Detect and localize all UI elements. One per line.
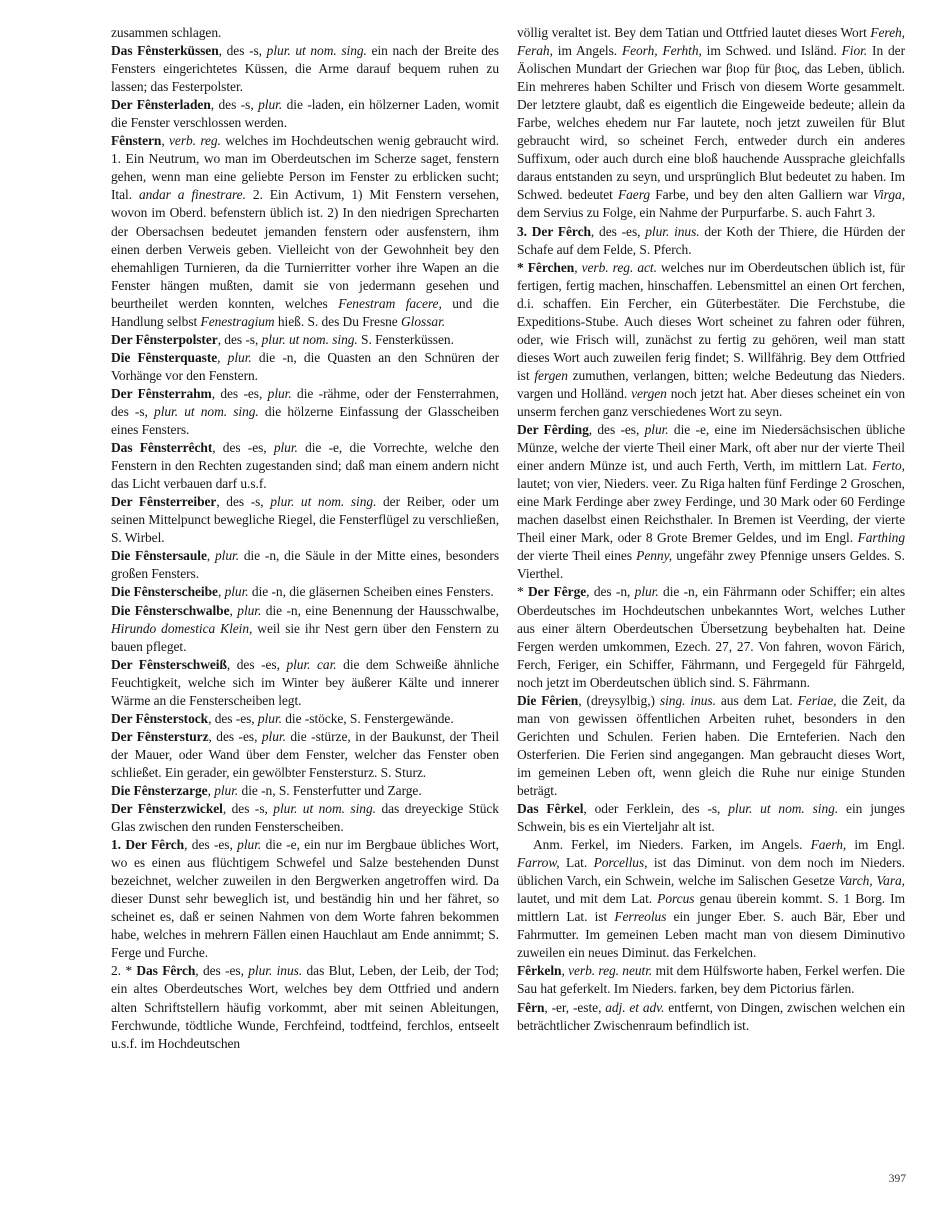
- entry-italic-text: plur. ut nom. sing.: [261, 331, 358, 347]
- entry-text: , (dreysylbig,): [578, 692, 660, 708]
- entry-text: die dem Schweiße ähnliche Feuchtigkeit, welche sich im Winter bey äußerer Kälte und innerer Wärme an die Fensterscheiben legt.: [111, 656, 499, 708]
- entry-text: ,: [161, 133, 170, 149]
- entry-italic-text: vergen: [631, 385, 667, 401]
- entry-text: , des -n,: [586, 584, 635, 600]
- entry-italic-text: verb. reg. neutr.: [568, 963, 653, 979]
- entry-text: , des -s,: [218, 43, 267, 59]
- entry-text: , des -es,: [588, 422, 645, 438]
- entry-text: ,: [207, 782, 215, 798]
- entry-text: welches nur im Oberdeutschen üblich ist, für fertigen, fertig machen, hinschaffen. Lebensmittel an einen Ort ferchen, d.i. schaffen. Ein Fercher, ein Güterbestäter. Die Ferchstube, die Expeditions-Stube. Auch dieses Wort scheinet zu fahren oder führen, oder, wie Frisch will, zunächst zu fertig zu gehören, weil man statt dieses Wort auch zuweilen ferig findet; S. Willfährig. Bey dem Ottfried ist: [517, 259, 905, 383]
- entry-text: die -n, die gläsernen Scheiben eines Fensters.: [248, 584, 494, 600]
- entry-italic-text: Ferto,: [872, 458, 905, 474]
- entry-italic-text: Porcus: [657, 891, 695, 907]
- entry-italic-text: Porcellus,: [593, 855, 648, 871]
- entry-text: die -n, die Quasten an den Schnüren der Vorhänge vor den Fenstern.: [111, 349, 500, 383]
- entry-text: ,: [561, 963, 569, 979]
- entry-headword: Fêrn: [517, 999, 545, 1015]
- entry-text: ein junger Eber. S. auch Bär, Eber und Fahrmutter. Im gemeinen Leben macht man von diesem Diminutivo zuweilen ein neues Diminut. das Ferkelchen.: [517, 909, 905, 961]
- left-column: [111, 24, 499, 1053]
- dictionary-entry: [517, 692, 905, 800]
- entry-italic-text: plur. ut nom. sing.: [273, 801, 376, 817]
- entry-text: , des -es,: [208, 710, 258, 726]
- entry-italic-text: plur.: [644, 422, 669, 438]
- dictionary-entry: [111, 385, 499, 439]
- entry-headword: Das Fêrkel: [517, 801, 584, 817]
- entry-text: ein nach der Breite des Fensters eingerichtetes Küssen, die Arme darauf bequem ruhen zu lassen; das Festerpolster.: [111, 43, 499, 95]
- entry-italic-text: verb. reg. act.: [581, 259, 657, 275]
- entry-italic-text: plur. ut nom. sing.: [728, 801, 839, 817]
- entry-text: genau überein kommt. S. 1 Borg. Im mittlern Lat. ist: [517, 891, 905, 925]
- entry-headword: Fêrkeln: [517, 963, 562, 979]
- entry-text: hieß. S. des Du Fresne: [274, 313, 402, 329]
- entry-italic-text: Feorh, Ferhth,: [621, 43, 702, 59]
- entry-text: dem Servius zu Folge, ein Nahme der Purpurfarbe. S. auch Fahrt 3.: [517, 205, 876, 221]
- entry-text: mit dem Hülfsworte haben, Ferkel werfen. Die Sau hat geferkelt. Im Nieders. farken, bey dem Pictorius färlen.: [517, 963, 905, 997]
- entry-headword: Die Fênsterschwalbe: [111, 602, 230, 618]
- entry-italic-text: plur.: [214, 548, 240, 564]
- entry-text: die -e, die Vorrechte, welche den Fenstern in den Rechten zugestanden sind; daß man einem andern nicht das Licht verbauen darf u.s.f.: [111, 440, 499, 492]
- entry-text: , oder Ferklein, des -s,: [583, 801, 729, 817]
- entry-text: , des -es,: [184, 837, 238, 853]
- entry-text: im Engl.: [846, 837, 905, 853]
- entry-headword: Der Fênsterstock: [111, 710, 209, 726]
- dictionary-entry: [111, 836, 499, 962]
- entry-text: ,: [206, 548, 215, 564]
- entry-text: ,: [217, 584, 225, 600]
- entry-headword: Der Fêrding: [517, 422, 589, 438]
- entry-headword: 3. Der Fêrch: [517, 223, 591, 239]
- entry-text: , des -es,: [211, 385, 268, 401]
- entry-text: der Reiber, oder um seinen Mittelpunct bewegliche Riegel, die Fensterflügel zu verschließen, S. Wirbel.: [111, 494, 499, 546]
- entry-italic-text: Fereh, Ferah,: [517, 25, 905, 59]
- entry-headword: Der Fênsterladen: [111, 97, 211, 113]
- entry-text: die -e, eine im Niedersächsischen übliche Münze, welche der vierte Theil einer Mark, oft aber nur der vierte Theil einer andern Münze ist, und auch Ferth, Verth, im mittlern Lat.: [517, 422, 906, 474]
- entry-italic-text: fergen: [534, 367, 568, 383]
- entry-headword: Die Fênsterquaste: [111, 349, 218, 365]
- entry-text: das Blut, Leben, der Leib, der Tod; ein altes Oberdeutsches Wort, welches bey dem Ottfried und andern alten Schriftstellern häufig vorkommt, aber mit seinen Ableitungen, Ferchwunde, tödtliche Wunde, Ferchfeind, todtfeind, ferchlos, entseelt u.s.f. im Hochdeutschen: [111, 963, 499, 1051]
- entry-italic-text: plur. ut nom. sing.: [154, 403, 259, 419]
- entry-italic-text: plur.: [214, 782, 239, 798]
- entry-italic-text: sing. inus.: [659, 692, 716, 708]
- entry-text: der vierte Theil eines: [517, 548, 637, 564]
- entry-text: Farbe, und bey den alten Galliern war: [650, 187, 873, 203]
- entry-text: , des -es,: [195, 963, 249, 979]
- dictionary-entry: [111, 962, 499, 1052]
- dictionary-entry: [111, 656, 499, 710]
- dictionary-entry: [111, 132, 499, 331]
- dictionary-entry: [517, 836, 905, 962]
- dictionary-entry: [517, 259, 905, 421]
- entry-italic-text: plur.: [237, 602, 262, 618]
- entry-italic-text: Feriae,: [797, 692, 837, 708]
- entry-headword: Fênstern: [111, 133, 162, 149]
- entry-text: und die Handlung selbst: [111, 295, 499, 329]
- entry-text: , -er, -este,: [544, 999, 606, 1015]
- entry-italic-text: plur.: [258, 97, 283, 113]
- dictionary-entry: [111, 24, 499, 42]
- entry-text: die -laden, ein hölzerner Laden, womit die Fenster verschlossen werden.: [111, 97, 500, 131]
- dictionary-entry: [111, 493, 499, 547]
- entry-italic-text: plur.: [237, 837, 262, 853]
- dictionary-entry: [111, 439, 499, 493]
- entry-text: die -rähme, oder der Fensterrahmen, des -s,: [111, 385, 499, 419]
- entry-text: die -n, ein Fährmann oder Schiffer; ein altes Oberdeutsches im Hochdeutschen unbekanntes Wort, welches Luther aus einer ältern Oberdeutschen Übersetzung beybehalten hat. Deine Fergen werden umkommen, Ezech. 27, 27. Von fahren, wovon Färich, Ferch, Feriger, ein Schiffer, Fährmann, und Fergegeld für Fährgeld, noch jetzt im Oberdeutschen üblich sind. S. Fährmann.: [517, 584, 906, 690]
- entry-italic-text: plur.: [227, 349, 252, 365]
- entry-headword: Der Fênsterreiber: [111, 494, 217, 510]
- entry-text: welches im Hochdeutschen wenig gebraucht wird. 1. Ein Neutrum, wo man im Oberdeutschen im Scherze saget, fenstern gehen, wenn man eine geliebte Person im Fenster zu erblicken sucht; Ital.: [111, 133, 499, 203]
- entry-italic-text: andar a finestrare.: [138, 187, 246, 203]
- entry-italic-text: Farrow,: [517, 855, 560, 871]
- entry-italic-text: plur.: [273, 440, 298, 456]
- entry-headword: Der Fênsterpolster: [111, 331, 218, 347]
- entry-text: 2. Ein Activum, 1) Mit Fenstern versehen, wovon im Oberd. befenstern üblich ist. 2) In den niedrigen Sprecharten der Obersachsen bedeutet jemanden fenstern oder ausfenstern, ihm einen derben Verweis geben. Vielleicht von der Gewohnheit bey den ehemahligen Turnieren, da die Turnierritter vorher ihre Wapen an die Fenster hängen mußten, damit sie von jedermann gesehen und beurtheilet werden konnten, welches: [111, 187, 500, 311]
- entry-text: Lat.: [559, 855, 594, 871]
- entry-text: im Angels.: [552, 43, 622, 59]
- right-column: [517, 24, 905, 1035]
- entry-italic-text: Hirundo domestica Klein,: [111, 620, 253, 636]
- entry-italic-text: Penny,: [636, 548, 673, 564]
- entry-text: das dreyeckige Stück Glas zwischen den runden Fensterscheiben.: [111, 801, 499, 835]
- entry-italic-text: plur.: [634, 584, 659, 600]
- entry-text: die -stöcke, S. Fenstergewände.: [281, 710, 454, 726]
- entry-text: *: [517, 584, 529, 600]
- dictionary-entry: [517, 223, 905, 259]
- dictionary-entry: [517, 583, 905, 691]
- dictionary-entry: [111, 547, 499, 583]
- entry-italic-text: Farthing: [857, 530, 905, 546]
- entry-text: Anm. Ferkel, im Nieders. Farken, im Angels.: [533, 837, 811, 853]
- dictionary-entry: [517, 24, 905, 223]
- entry-italic-text: Fenestragium: [200, 313, 275, 329]
- entry-italic-text: Fior.: [841, 43, 868, 59]
- entry-headword: * Fêrchen: [517, 259, 575, 275]
- dictionary-entry: [517, 999, 905, 1035]
- entry-text: aus dem Lat.: [715, 692, 798, 708]
- entry-headword: Die Fênsterscheibe: [111, 584, 218, 600]
- dictionary-entry: [517, 800, 905, 836]
- entry-text: , des -es,: [208, 728, 262, 744]
- entry-text: , des -s,: [210, 97, 259, 113]
- dictionary-entry: [111, 583, 499, 601]
- entry-text: , des -s,: [216, 494, 271, 510]
- entry-italic-text: plur. ut nom. sing.: [266, 43, 367, 59]
- entry-headword: Das Fêrch: [136, 963, 196, 979]
- entry-italic-text: Fenestram facere,: [338, 295, 442, 311]
- entry-text: , des -es,: [212, 440, 274, 456]
- entry-headword: Der Fêrge: [528, 584, 587, 600]
- dictionary-entry: [111, 42, 499, 96]
- entry-text: die -n, S. Fensterfutter und Zarge.: [238, 782, 422, 798]
- entry-text: ist das Diminut. von dem noch im Nieders. üblichen Varch, ein Schwein, welche im Salischen Gesetze: [517, 855, 905, 889]
- dictionary-entry: [517, 962, 905, 998]
- entry-text: , des -s,: [222, 801, 274, 817]
- entry-italic-text: Ferreolus: [614, 909, 667, 925]
- entry-italic-text: Varch, Vara,: [838, 873, 905, 889]
- entry-headword: Das Fênsterrêcht: [111, 440, 213, 456]
- entry-text: , des -es,: [590, 223, 646, 239]
- entry-italic-text: plur. inus.: [645, 223, 700, 239]
- entry-text: die -n, eine Benennung der Hausschwalbe,: [261, 602, 499, 618]
- entry-italic-text: plur.: [224, 584, 249, 600]
- dictionary-entry: [111, 800, 499, 836]
- dictionary-entry: [111, 96, 499, 132]
- entry-text: völlig veraltet ist. Bey dem Tatian und Ottfried lautet dieses Wort: [517, 25, 871, 40]
- entry-italic-text: Virga,: [872, 187, 905, 203]
- entry-headword: Das Fênsterküssen: [111, 43, 219, 59]
- entry-italic-text: plur.: [267, 385, 292, 401]
- entry-headword: Der Fênsterrahm: [111, 385, 212, 401]
- entry-italic-text: plur. inus.: [248, 963, 303, 979]
- entry-headword: Der Fênstersturz: [111, 728, 209, 744]
- dictionary-entry: [111, 710, 499, 728]
- entry-text: die -stürze, in der Baukunst, der Theil der Mauer, oder Wand über dem Fenster, welcher das Fenster oben schließet. Ein gerader, ein gewölbter Fenstersturz. S. Sturz.: [111, 728, 499, 780]
- entry-text: entfernt, von Dingen, zwischen welchen ein beträchtlicher Zwischenraum befindlich ist.: [517, 999, 905, 1033]
- entry-headword: 1. Der Fêrch: [111, 837, 185, 853]
- entry-text: lautet, und mit dem Lat.: [517, 891, 658, 907]
- entry-italic-text: plur. car.: [286, 656, 337, 672]
- entry-text: In der Äolischen Mundart der Griechen war βιορ für βιος, das Leben, üblich. Ein mehreres haben Schilter und Frisch von diesem Worte gesammelt. Der letztere glaubt, daß es eigentlich die Eingeweide bedeute; allein da Farbe, welches ehedem nur Far lautete, noch jetzt zuweilen für Blut gebraucht wird, so scheinet Ferch, entweder durch ein anderes Suffixum, oder auch durch eine bloß hauchende Aussprache gleichfalls daraus entstanden zu seyn, und ursprünglich Blut bedeutet zu haben. Im Schwed. bedeutet: [517, 43, 905, 203]
- entry-text: lautet; von vier, Nieders. veer. Zu Riga halten fünf Ferdinge 2 Groschen, eine Mark Ferdinge aber zwey Ferdinge, und 30 Mark oder 60 Ferdinge machen daselbst einen Reichsthaler. In Bremen ist Veerding, der vierte Theil einer Mark, oder 8 Grote Bremer Geldes, und im Engl.: [517, 476, 905, 546]
- entry-text: 2. *: [111, 963, 137, 979]
- dictionary-entry: [111, 782, 499, 800]
- entry-italic-text: Faerg: [617, 187, 651, 203]
- entry-text: weil sie ihr Nest gern über den Fenstern zu bauen pfleget.: [111, 620, 499, 654]
- entry-headword: Die Fêrien: [517, 692, 579, 708]
- entry-italic-text: plur.: [257, 710, 282, 726]
- dictionary-entry: [111, 602, 499, 656]
- entry-text: ,: [229, 602, 238, 618]
- entry-text: der Koth der Thiere, die Hürden der Schafe auf dem Felde, S. Pferch.: [517, 223, 906, 257]
- entry-headword: Der Fênsterschweiß: [111, 656, 227, 672]
- entry-text: die -e, ein nur im Bergbaue übliches Wort, wo es einen aus flüchtigem Schwefel und Salze bestehenden Dunst bezeichnet, welcher zuweilen in den Bergwerken angetroffen wird. Da dieser Dunst sehr beweglich ist, und beständig hin und her fähret, so scheinet es, daß er seinen Nahmen von dem Worte fahren bekommen habe, welches in mehrern Fällen einen Hauchlaut am Ende annimmt; S. Ferge und Furche.: [111, 837, 499, 961]
- page-number: 397: [888, 1173, 906, 1185]
- entry-italic-text: verb. reg.: [169, 133, 221, 149]
- entry-headword: Die Fênstersaule: [111, 548, 207, 564]
- entry-italic-text: Faerh,: [810, 837, 847, 853]
- entry-text: die hölzerne Einfassung der Glasscheiben eines Fensters.: [111, 403, 499, 438]
- entry-text: ein junges Schwein, bis es ein Vierteljahr alt ist.: [517, 801, 905, 835]
- entry-text: die -n, die Säule in der Mitte eines, besonders großen Fensters.: [111, 548, 499, 582]
- entry-italic-text: Glossar.: [401, 313, 446, 329]
- entry-text: zumuthen, verlangen, bitten; welche Bedeutung das Nieders. vargen und Holländ.: [517, 367, 905, 401]
- entry-headword: Der Fênsterzwickel: [111, 801, 223, 817]
- entry-text: S. Fensterküssen.: [357, 331, 454, 347]
- entry-italic-text: adj. et adv.: [605, 999, 665, 1015]
- entry-italic-text: plur. ut nom. sing.: [270, 494, 377, 510]
- dictionary-entry: [111, 728, 499, 782]
- entry-text: , des -es,: [226, 656, 287, 672]
- entry-text: die Zeit, da man von gewissen öffentlichen Arbeiten ruhet, besonders in den Gerichten und Schulen. Ferien haben. Die Ernteferien. Nach den Osterferien. Die Ferien sind angegangen. Man gebraucht dieses Wort, im gemeinen Leben oft, wenn gleich die Ruhe nur einige Stunden beträgt.: [517, 692, 905, 798]
- entry-headword: Die Fênsterzarge: [111, 782, 208, 798]
- entry-text: zusammen schlagen.: [111, 25, 222, 40]
- entry-text: ,: [217, 349, 228, 365]
- dictionary-entry: [517, 421, 905, 583]
- entry-text: ungefähr zwey Pfennige unsers Geldes. S. Vierthel.: [517, 548, 905, 582]
- entry-text: ,: [574, 259, 582, 275]
- entry-italic-text: plur.: [261, 728, 286, 744]
- entry-text: noch jetzt hat. Aber dieses scheinet ein von unserm ferchen ganz verschiedenes Wort zu seyn.: [517, 385, 905, 419]
- entry-text: im Schwed. und Isländ.: [701, 43, 842, 59]
- dictionary-entry: [111, 331, 499, 349]
- entry-text: , des -s,: [217, 331, 262, 347]
- dictionary-entry: [111, 349, 499, 385]
